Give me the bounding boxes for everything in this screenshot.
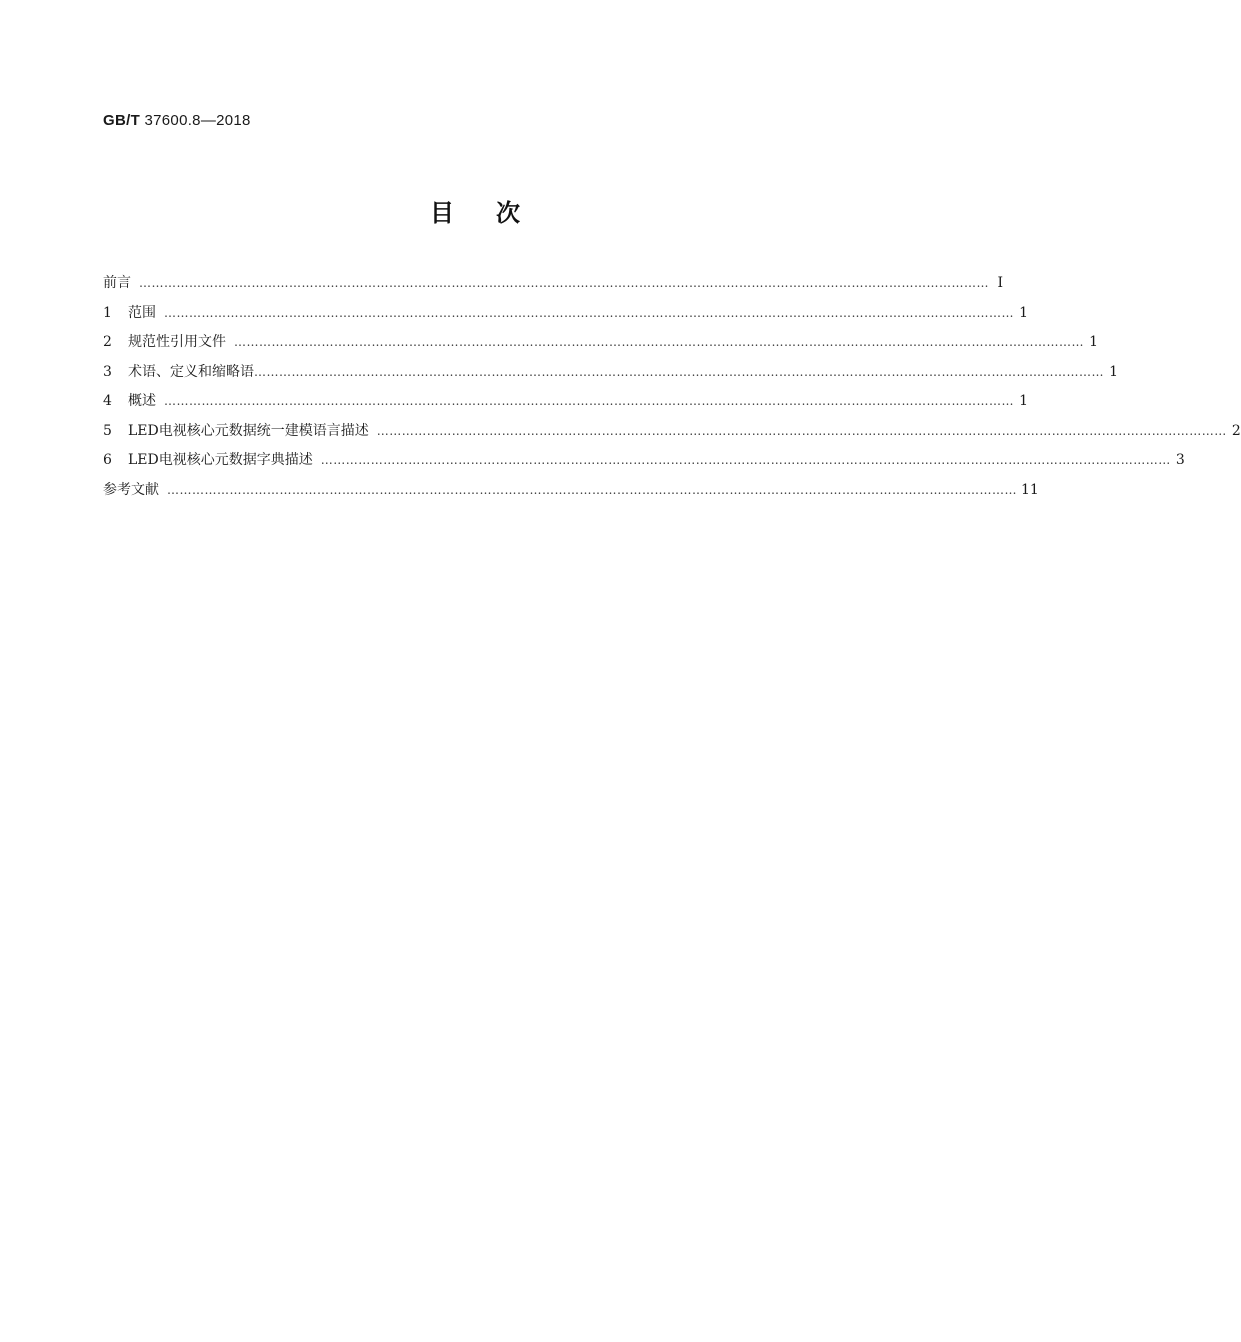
toc-entry-page: 3	[1175, 452, 1185, 468]
standard-code	[103, 112, 251, 129]
toc-entry-leader: ……………………………………………………………………………………………………………………………………………………………………………………	[164, 305, 1014, 320]
standard-number: 37600.8—2018	[144, 112, 251, 129]
toc-entry-terms-definitions[interactable]	[103, 361, 1118, 391]
toc-entry-normative-references[interactable]	[103, 331, 1098, 361]
toc-entry-label: 前言	[103, 275, 131, 291]
toc-entry-bibliography[interactable]	[103, 479, 1039, 509]
toc-entry-page: 1	[1019, 393, 1028, 409]
toc-entry-data-dictionary[interactable]	[103, 449, 1185, 479]
toc-title: 目次	[430, 199, 562, 227]
standard-prefix: GB/T	[103, 112, 141, 129]
table-of-contents	[103, 272, 1241, 508]
toc-entry-page: 11	[1021, 481, 1039, 498]
toc-entry-label: 范围	[128, 304, 156, 321]
toc-entry-overview[interactable]	[103, 390, 1028, 420]
toc-entry-leader: ……………………………………………………………………………………………………………………………………………………………………………………	[164, 394, 1014, 408]
toc-entry-label: 术语、定义和缩略语	[128, 363, 254, 380]
toc-entry-page: Ⅰ	[997, 275, 1003, 291]
toc-entry-leader: ……………………………………………………………………………………………………………………………………………………………………………………	[254, 364, 1104, 379]
toc-entry-label: 参考文献	[103, 481, 159, 498]
toc-entry-number: 1	[103, 304, 112, 321]
toc-entry-uml-description[interactable]	[103, 420, 1241, 450]
toc-entry-page: 1	[1089, 334, 1098, 350]
toc-entry-leader: ……………………………………………………………………………………………………………………………………………………………………………………	[376, 423, 1227, 438]
toc-entry-number: 6	[103, 452, 112, 468]
toc-entry-leader: ……………………………………………………………………………………………………………………………………………………………………………………	[139, 276, 989, 290]
toc-entry-page: 1	[1019, 304, 1028, 321]
toc-entry-page: 1	[1109, 363, 1118, 380]
toc-entry-leader: ……………………………………………………………………………………………………………………………………………………………………………………	[320, 453, 1171, 467]
toc-entry-number: 2	[103, 334, 112, 350]
toc-entry-number: 4	[103, 393, 112, 409]
toc-entry-leader: ……………………………………………………………………………………………………………………………………………………………………………………	[234, 335, 1084, 349]
toc-entry-number: 5	[103, 422, 112, 439]
toc-entry-scope[interactable]	[103, 302, 1028, 332]
toc-entry-foreword[interactable]	[103, 272, 1003, 302]
toc-entry-label: 规范性引用文件	[128, 334, 226, 350]
toc-entry-page: 2	[1231, 422, 1241, 439]
toc-entry-label: 概述	[128, 393, 156, 409]
toc-entry-label: LED电视核心元数据字典描述	[128, 452, 313, 468]
toc-entry-number: 3	[103, 363, 112, 380]
toc-entry-leader: ……………………………………………………………………………………………………………………………………………………………………………………	[167, 482, 1017, 497]
toc-entry-label: LED电视核心元数据统一建模语言描述	[128, 422, 369, 439]
